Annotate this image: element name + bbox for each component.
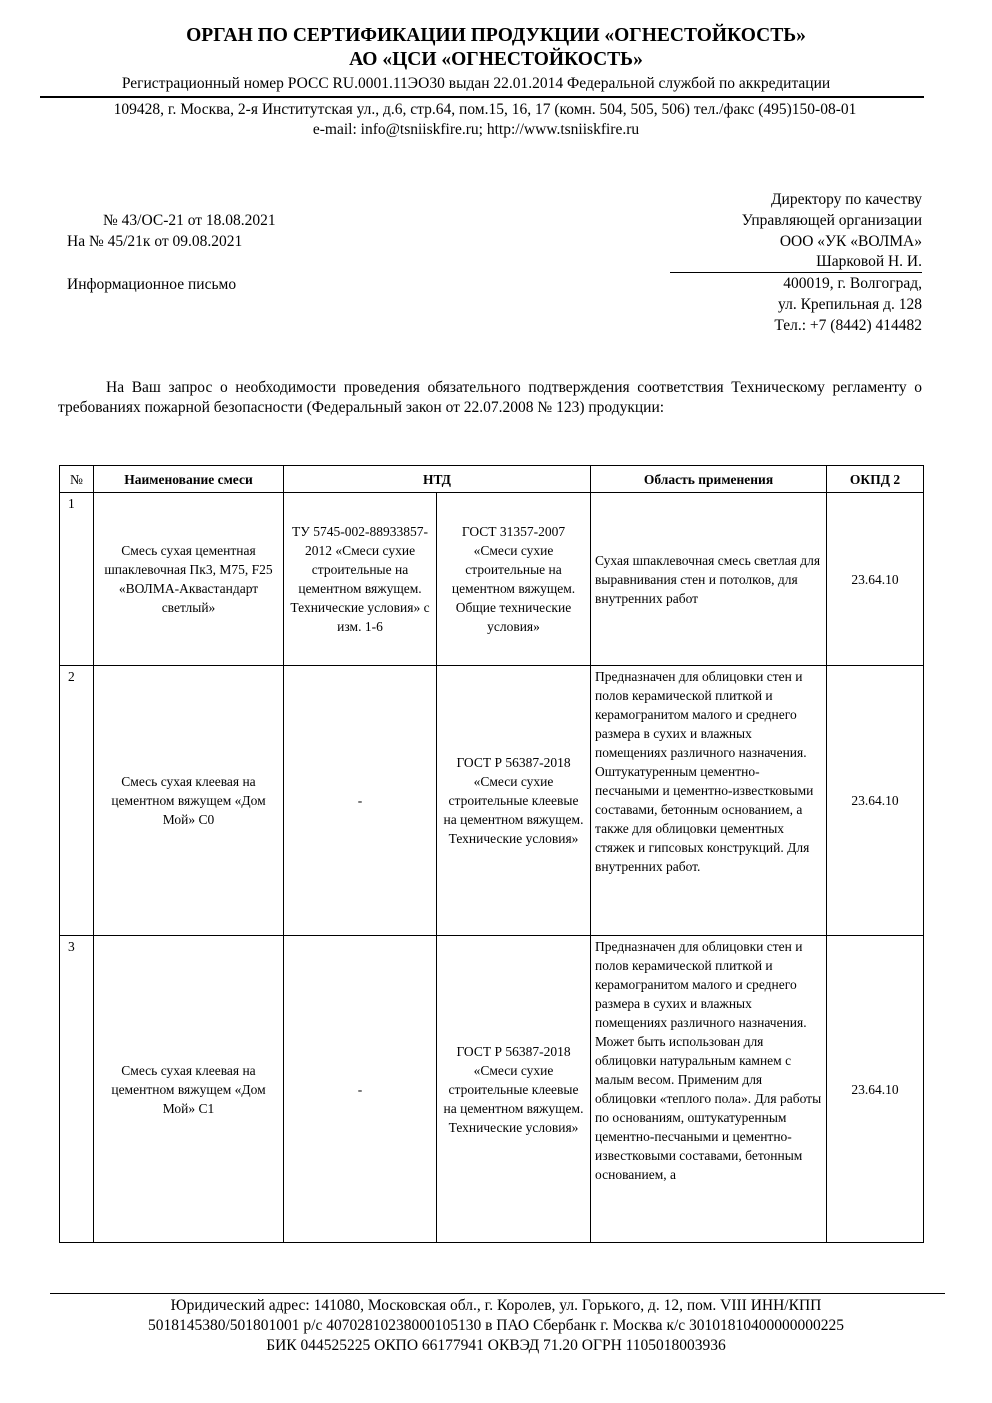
ntd-standard: ГОСТ 31357-2007 «Смеси сухие строительные на цементном вяжущем. Общие технические условия» [437, 493, 591, 666]
ntd-spec: ТУ 5745-002-88933857-2012 «Смеси сухие строительные на цементном вяжущем. Технические условия» с изм. 1-6 [284, 493, 437, 666]
ntd-spec: - [284, 936, 437, 1243]
header-divider [40, 96, 924, 98]
row-number: 2 [60, 666, 94, 936]
recipient-person: Шарковой Н. И. [816, 253, 922, 270]
ntd-standard: ГОСТ Р 56387-2018 «Смеси сухие строительные клеевые на цементном вяжущем. Технические условия» [437, 666, 591, 936]
header-okpd: ОКПД 2 [827, 466, 924, 493]
recipient-position: Директору по качеству [770, 191, 922, 208]
incoming-number: На № 45/21к от 09.08.2021 [67, 233, 243, 250]
table-row [60, 936, 924, 1243]
recipient-divider [670, 272, 922, 273]
org-address: 109428, г. Москва, 2-я Институтская ул., д.6, стр.64, пом.15, 16, 17 (комн. 504, 505, 506) тел./факс (495)150-08-01 [113, 101, 857, 118]
recipient-city: 400019, г. Волгоград, [783, 275, 922, 292]
intro-paragraph [58, 378, 922, 417]
org-title: ОРГАН ПО СЕРТИФИКАЦИИ ПРОДУКЦИИ «ОГНЕСТОЙКОСТЬ» [186, 25, 806, 46]
application-scope: Предназначен для облицовки стен и полов керамической плиткой и керамогранитом малого и среднего размера в сухих и влажных помещениях различного назначения. Может быть использован для облицовки натуральным камнем с малым весом. Применим для облицовки «теплого пола». Для работы по основаниям, оштукатуренным цементно-песчаными и цементно-известковыми составами, бетонным основанием, а [591, 936, 827, 1243]
row-number: 1 [60, 493, 94, 666]
header-ntd: НТД [284, 466, 591, 493]
header-num: № [60, 466, 94, 493]
table-header-row [60, 466, 924, 493]
okpd-code: 23.64.10 [827, 936, 924, 1243]
recipient-company: ООО «УК «ВОЛМА» [779, 233, 922, 250]
registration-codes: БИК 044525225 ОКПО 66177941 ОКВЭД 71.20 ОГРН 1105018003936 [266, 1337, 726, 1354]
mixture-name: Смесь сухая клеевая на цементном вяжущем «Дом Мой» С1 [94, 936, 284, 1243]
org-contacts: e-mail: info@tsniiskfire.ru; http://www.tsniiskfire.ru [312, 121, 640, 138]
org-subtitle: АО «ЦСИ «ОГНЕСТОЙКОСТЬ» [349, 49, 643, 70]
mixture-name: Смесь сухая цементная шпаклевочная Пк3, М75, F25 «ВОЛМА-Аквастандарт светлый» [94, 493, 284, 666]
okpd-code: 23.64.10 [827, 493, 924, 666]
okpd-code: 23.64.10 [827, 666, 924, 936]
products-table [59, 465, 924, 1243]
ntd-spec: - [284, 666, 437, 936]
application-scope: Предназначен для облицовки стен и полов керамической плиткой и керамогранитом малого и среднего размера в сухих и влажных помещениях различного назначения. Оштукатуренным цементно-песчаными и цементно-известковыми составами, бетонным основанием, а также для облицовки цементных стяжек и гипсовых конструкций. Для внутренних работ. [591, 666, 827, 936]
recipient-org-type: Управляющей организации [741, 212, 922, 229]
registration-number: Регистрационный номер РОСС RU.0001.11ЭО30 выдан 22.01.2014 Федеральной службой по аккредитации [121, 75, 831, 92]
document-type: Информационное письмо [67, 276, 237, 293]
table-row [60, 666, 924, 936]
header-scope: Область применения [591, 466, 827, 493]
header-name: Наименование смеси [94, 466, 284, 493]
table-row [60, 493, 924, 666]
ntd-standard: ГОСТ Р 56387-2018 «Смеси сухие строительные клеевые на цементном вяжущем. Технические условия» [437, 936, 591, 1243]
intro-text: На Ваш запрос о необходимости проведения обязательного подтверждения соответствия Техническому регламенту о требованиях пожарной безопасности (Федеральный закон от 22.07.2008 № 123) продукции: [58, 379, 922, 416]
legal-address: Юридический адрес: 141080, Московская обл., г. Королев, ул. Горького, д. 12, пом. VIII ИНН/КПП [170, 1297, 822, 1314]
recipient-street: ул. Крепильная д. 128 [778, 296, 922, 313]
row-number: 3 [60, 936, 94, 1243]
mixture-name: Смесь сухая клеевая на цементном вяжущем «Дом Мой» С0 [94, 666, 284, 936]
footer-divider [50, 1293, 945, 1294]
recipient-phone: Тел.: +7 (8442) 414482 [774, 317, 922, 334]
outgoing-number: № 43/ОС-21 от 18.08.2021 [103, 212, 276, 229]
bank-details: 5018145380/501801001 р/с 40702810238000105130 в ПАО Сбербанк г. Москва к/с 30101810400000000225 [147, 1317, 845, 1334]
application-scope: Сухая шпаклевочная смесь светлая для выравнивания стен и потолков, для внутренних работ [591, 493, 827, 666]
